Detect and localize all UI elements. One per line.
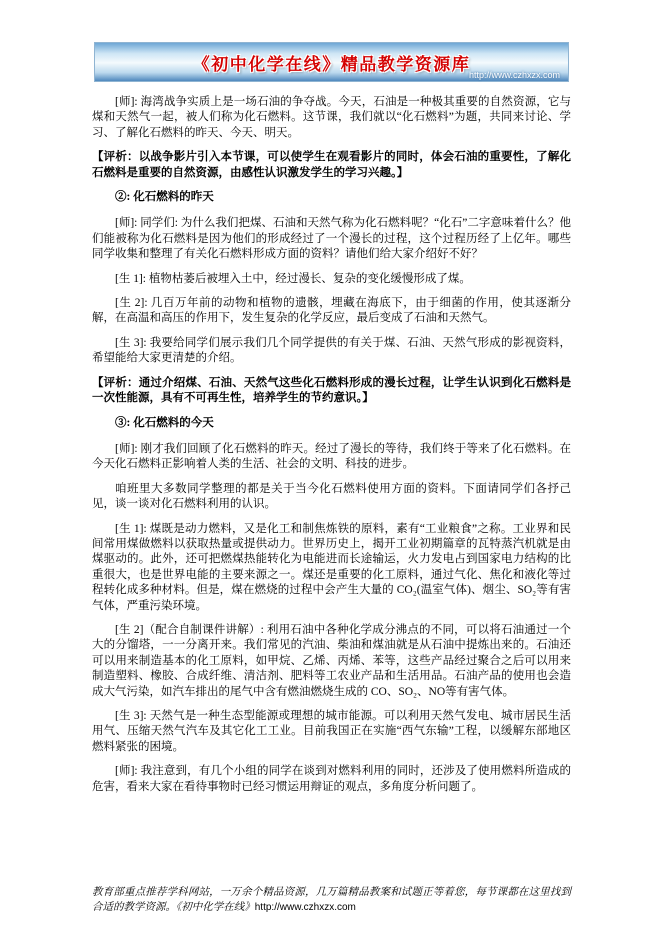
para-student-1a: [生 1]: 植物枯萎后被埋入土中，经过漫长、复杂的变化缓慢形成了煤。 xyxy=(115,272,471,285)
heading-section-3: ③: 化石燃料的今天 xyxy=(115,416,214,429)
para-student-3b: [生 3]: 天然气是一种生态型能源或理想的城市能源。可以利用天然气发电、城市居民生活用气、压缩天然气汽车及其它化工工业。目前我国正在实施“西气东输”工程，以缓解东部地区燃料紧张的困境。 xyxy=(92,710,571,753)
footer-site-name: 《初中化学在线》 xyxy=(176,901,255,913)
footer-text: 教育部重点推荐学科网站，一万余个精品资源，几万篇精品教案和试题正等着您，每节课都在这里找到合适的教学资源。 xyxy=(92,887,571,913)
para-student-2b: [生 2]（配合自制课件讲解）: 利用石油中各种化学成分沸点的不同，可以将石油通过一个大的分馏塔，一一分离开来。我们常见的汽油、柴油和煤油就是从石油中提炼出来的。石油还可以用来制造基本的化工原料，如甲烷、乙烯、丙烯、苯等，这些产品经过聚合之后可以用来制造塑料、橡胶、合成纤维、清洁剂、肥料等工农业产品和生活用品。石油产品的使用也会造成大气污染，如汽车排出的尾气中含有燃油燃烧生成的 CO、SO₂、NO等有害气体。 xyxy=(92,623,571,698)
header-banner xyxy=(94,42,569,82)
para-teacher-today: [师]: 刚才我们回顾了化石燃料的昨天。经过了漫长的等待，我们终于等来了化石燃料。在今天化石燃料正影响着人类的生活、社会的文明、科技的进步。 xyxy=(92,442,571,471)
banner-title: 《初中化学在线》精品教学资源库 xyxy=(192,54,471,74)
page-footer xyxy=(92,886,571,915)
para-teacher-intro: [师]: 海湾战争实质上是一场石油的争夺战。今天，石油是一种极其重要的自然资源，它与煤和天然气一起，被人们称为化石燃料。这节课，我们就以“化石燃料”为题，共同来讨论、学习、了解化石燃料的昨天、今天、明天。 xyxy=(92,96,571,139)
document-body xyxy=(92,95,571,804)
para-comment-1: 【评析：以战争影片引入本节课，可以使学生在观看影片的同时，体会石油的重要性，了解化石燃料是重要的自然资源，由感性认识激发学生的学习兴趣。】 xyxy=(92,151,571,179)
footer-url: http://www.czhxzx.com xyxy=(254,901,356,913)
para-teacher-transition: 咱班里大多数同学整理的都是关于当今化石燃料使用方面的资料。下面请同学们各抒己见，谈一谈对化石燃料利用的认识。 xyxy=(92,482,571,511)
heading-section-2: ②: 化石燃料的昨天 xyxy=(115,191,214,204)
para-student-2a: [生 2]: 几百万年前的动物和植物的遗骸，埋藏在海底下，由于细菌的作用，使其逐渐分解，在高温和高压的作用下，发生复杂的化学反应，最后变成了石油和天然气。 xyxy=(92,297,571,325)
para-student-3a: [生 3]: 我要给同学们展示我们几个同学提供的有关于煤、石油、天然气形成的影视资料，希望能给大家更清楚的介绍。 xyxy=(92,336,571,365)
banner-url: http://www.czhxzx.com xyxy=(468,70,560,80)
para-student-1b: [生 1]: 煤既是动力燃料，又是化工和制焦炼铁的原料，素有“工业粮食”之称。工业界和民间常用煤做燃料以获取热量或提供动力。世界历史上，揭开工业初期篇章的瓦特蒸汽机就是由煤驱动的。此外，还可把燃煤热能转化为电能进而长途输运，火力发电占到国家电力结构的比重很大，也是世界电能的主要来源之一。煤还是重要的化工原料，通过气化、焦化和液化等过程转化成多种材料。但是，煤在燃烧的过程中会产生大量的 CO₂(温室气体)、烟尘、SO₂等有害气体，严重污染环境。 xyxy=(92,522,571,612)
para-teacher-summary: [师]: 我注意到，有几个小组的同学在谈到对燃料利用的同时，还涉及了使用燃料所造成的危害，看来大家在看待事物时已经习惯运用辩证的观点，多角度分析问题了。 xyxy=(92,765,571,793)
para-teacher-question: [师]: 同学们: 为什么我们把煤、石油和天然气称为化石燃料呢？“化石”二字意味着什么？他们能被称为化石燃料是因为他们的形成经过了一个漫长的过程，这个过程历经了上亿年。哪些同学收集和整理了有关化石燃料形成方面的资料？请他们给大家介绍好不好？ xyxy=(92,217,571,261)
para-comment-2: 【评析：通过介绍煤、石油、天然气这些化石燃料形成的漫长过程，让学生认识到化石燃料是一次性能源，具有不可再生性，培养学生的节约意识。】 xyxy=(92,376,571,405)
